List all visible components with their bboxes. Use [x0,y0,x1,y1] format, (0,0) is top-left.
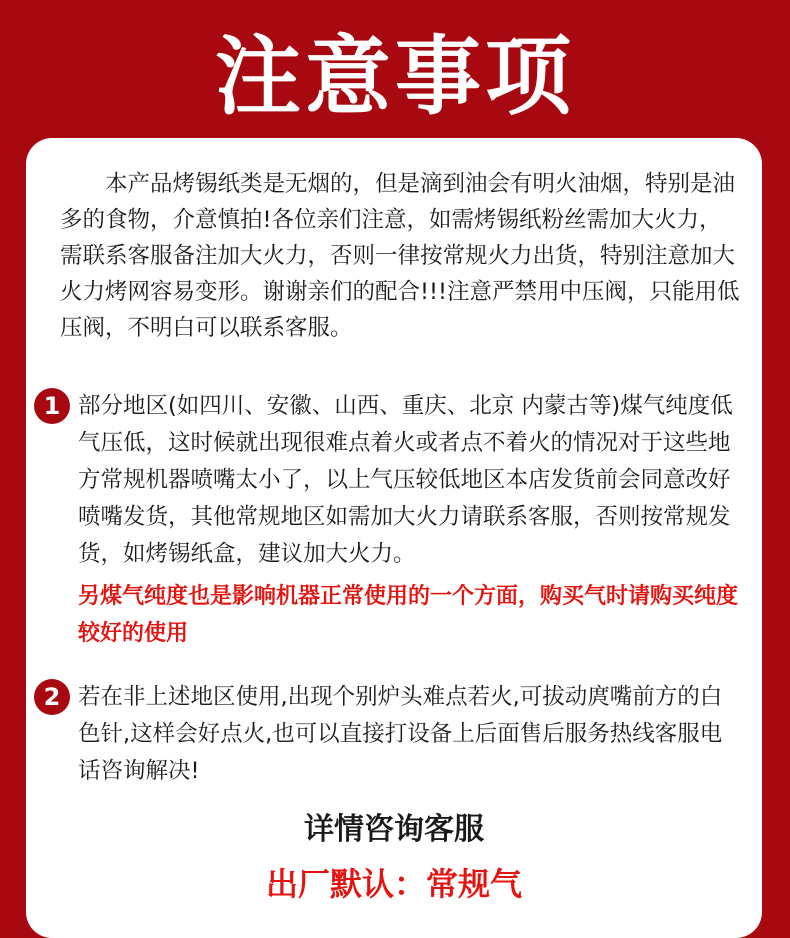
notice-item-2 [34,679,744,790]
intro-paragraph: 本产品烤锡纸类是无烟的，但是滴到油会有明火油烟，特别是油多的食物，介意慎拍!各位亲们注意，如需烤锡纸粉丝需加大火力，需联系客服备注加大火力，否则一律按常规火力出货，特别注意加大火力烤网容易变形。谢谢亲们的配合!!!注意严禁用中压阀，只能用低压阀，不明白可以联系客服。 [60,171,740,341]
notice-item-2-text: 若在非上述地区使用,出现个别炉头难点若火,可拔动庹嘴前方的白色针,这样会好点火,也可以直接打设备上后面售后服务热线客服电话咨询解决! [78,684,723,784]
notice-card [26,138,762,938]
contact-service-heading: 详情咨询客服 [304,812,484,847]
gas-purity-warning: 另煤气纯度也是影响机器正常使用的一个方面，购买气时请购买纯度较好的使用 [78,584,739,646]
number-badge-2: 2 [34,679,70,715]
page-title: 注意事项 [215,27,575,127]
notice-item-1 [34,388,744,573]
number-badge-1: 1 [34,388,70,424]
notice-item-1-text: 部分地区(如四川、安徽、山西、重庆、北京 内蒙古等)煤气纯度低气压低，这时候就出现很难点着火或者点不着火的情况对于这些地方常规机器喷嘴太小了，以上气压较低地区本店发货前会同意改好喷嘴发货，其他常规地区如需加大火力请联系客服，否则按常规发货，如烤锡纸盒，建议加大火力。 [78,393,733,567]
factory-default-label: 出厂默认：常规气 [265,865,522,903]
